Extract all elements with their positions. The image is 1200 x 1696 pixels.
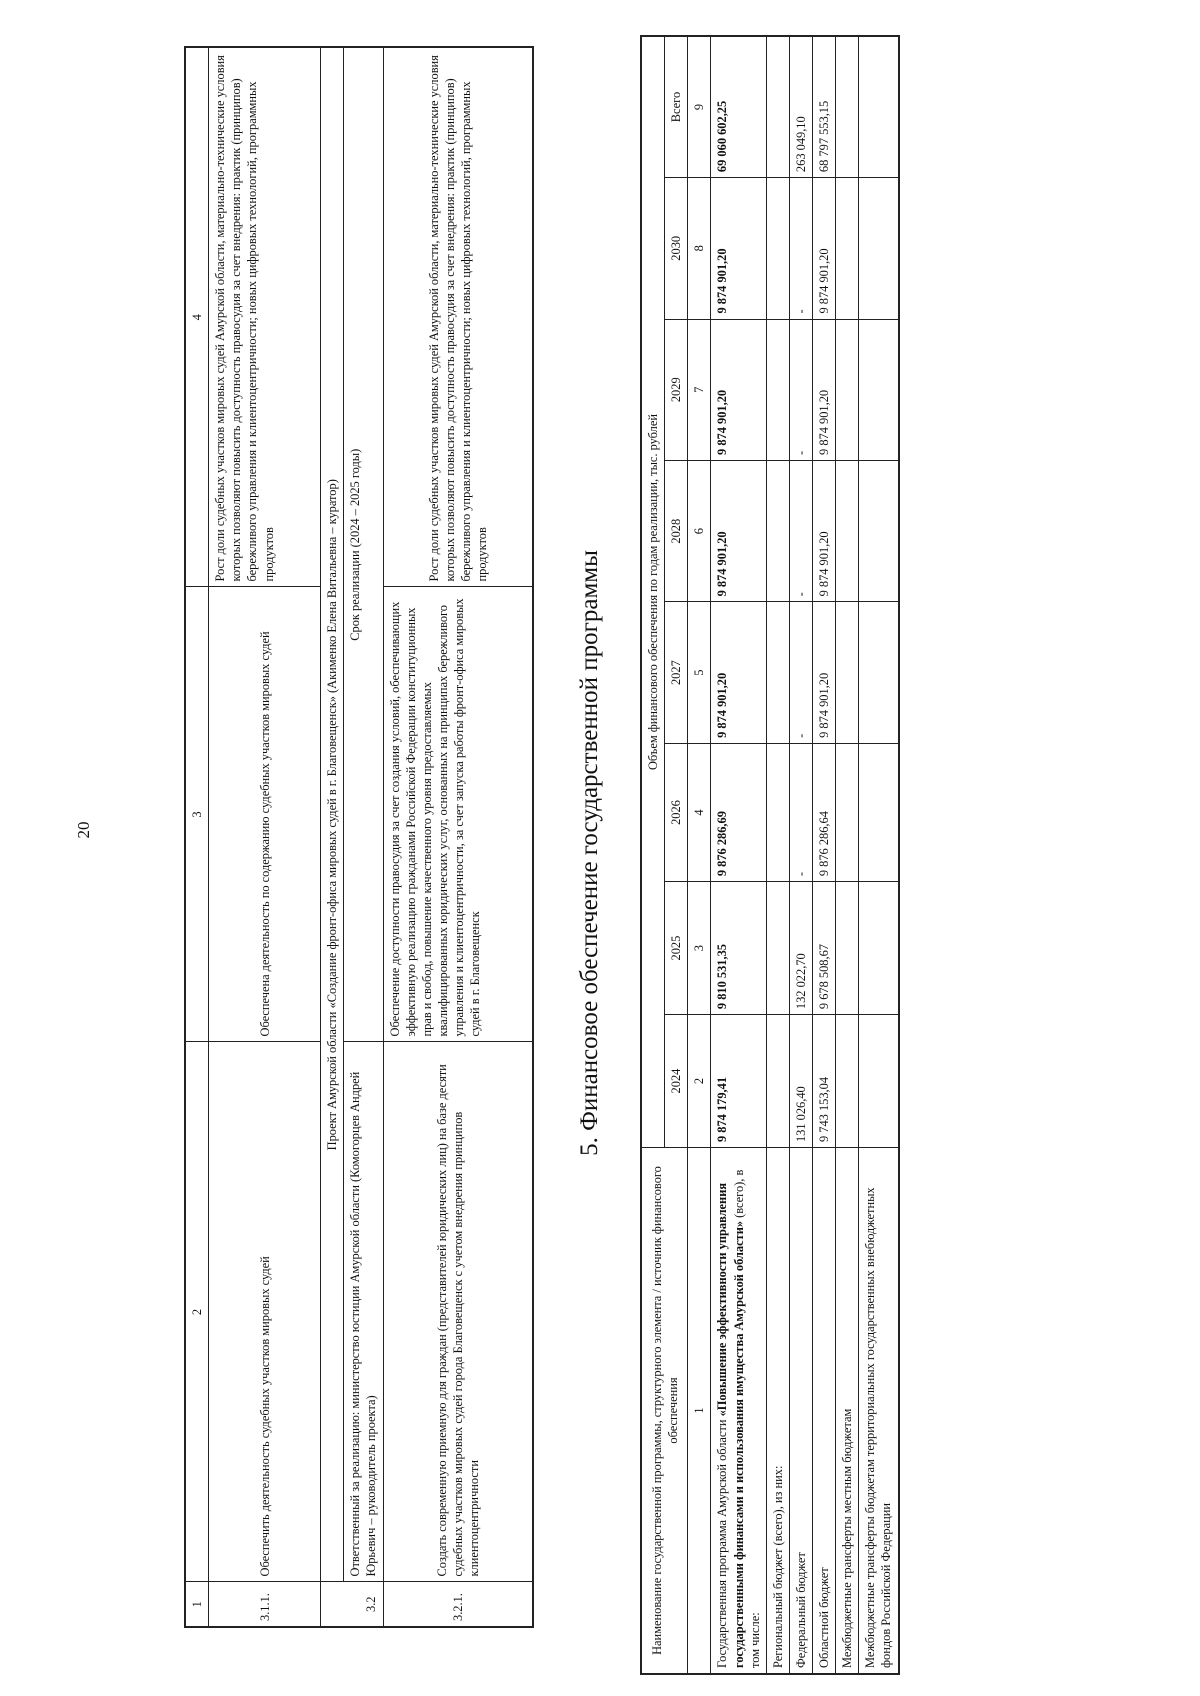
value-cell xyxy=(836,602,859,743)
effect-cell: Рост доли судебных участков мировых судей Амурской области, материально-технические условия которых позволяют повысить доступность правосудия за счет внедрения: практик (принципов) бережливого управления и клиентоцентричности; новых цифровых технологий, программных продуктов xyxy=(383,47,533,587)
column-number: 3 xyxy=(688,882,711,1015)
value-cell: 9 876 286,69 xyxy=(711,743,766,881)
project-meta-row xyxy=(344,47,383,1627)
column-number: 1 xyxy=(688,1148,711,1674)
row-label: Региональный бюджет (всего), из них: xyxy=(766,1148,789,1674)
value-cell xyxy=(766,319,789,460)
value-cell: 9 874 901,20 xyxy=(813,319,836,460)
value-cell xyxy=(766,1015,789,1148)
total-cell: 68 797 553,15 xyxy=(813,36,836,178)
table-row xyxy=(836,36,859,1674)
value-cell xyxy=(766,602,789,743)
year-header: 2026 xyxy=(665,743,688,881)
row-label: Межбюджетные трансферты местным бюджетам xyxy=(836,1148,859,1674)
value-cell: - xyxy=(789,602,812,743)
value-cell: 9 743 153,04 xyxy=(813,1015,836,1148)
row-number: 3.2.1. xyxy=(383,1582,533,1627)
result-cell: Обеспечение доступности правосудия за счет создания условий, обеспечивающих эффективную реализацию гражданами Российской Федерации конституционных прав и свобод, повышение качественного уровня предоставляемых квалифицированных юридических услуг, основанных на принципах бережливого управления и клиентоцентричности, за счет запуска работы фронт-офиса мировых судей в г. Благовещенск xyxy=(383,587,533,1042)
header-cell: 3 xyxy=(185,587,209,1042)
value-cell: 9 874 901,20 xyxy=(711,178,766,319)
year-header: 2028 xyxy=(665,460,688,601)
period-cell: Срок реализации (2024 – 2025 годы) xyxy=(344,47,383,1042)
finance-table xyxy=(640,35,900,1675)
finance-table-wrapper xyxy=(640,35,900,1675)
task-cell: Создать современную приемную для граждан (представителей юридических лиц) на базе десяти судебных участков мировых судей города Благовещенск с учетом внедрения принципов клиентоцентричности xyxy=(383,1042,533,1582)
total-header: Всего xyxy=(665,36,688,178)
value-cell xyxy=(836,319,859,460)
total-cell: 69 060 602,25 xyxy=(711,36,766,178)
value-cell: 9 876 286,64 xyxy=(813,743,836,881)
row-number: 3.1.1. xyxy=(209,1582,321,1627)
value-cell: - xyxy=(789,178,812,319)
value-cell xyxy=(859,602,899,743)
table-header-row xyxy=(185,47,209,1627)
year-header: 2030 xyxy=(665,178,688,319)
value-cell: 131 026,40 xyxy=(789,1015,812,1148)
year-header: 2029 xyxy=(665,319,688,460)
column-number: 7 xyxy=(688,319,711,460)
row-label: Федеральный бюджет xyxy=(789,1148,812,1674)
header-cell: 1 xyxy=(185,1582,209,1627)
value-cell: 9 874 901,20 xyxy=(711,319,766,460)
column-number-row xyxy=(688,36,711,1674)
volume-group-header: Объем финансового обеспечения по годам реализации, тыс. рублей xyxy=(641,36,665,1148)
value-cell xyxy=(766,178,789,319)
program-name: «Повышение эффективности управления государственными финансами и использования имущества Амурской области» xyxy=(715,1182,746,1668)
column-number: 2 xyxy=(688,1015,711,1148)
value-cell xyxy=(836,178,859,319)
value-cell xyxy=(859,743,899,881)
table-row xyxy=(766,36,789,1674)
value-cell: - xyxy=(789,460,812,601)
responsible-cell: Ответственный за реализацию: министерство юстиции Амурской области (Комогорцев Андрей Юрьевич – руководитель проекта) xyxy=(344,1042,383,1582)
result-cell: Обеспечена деятельность по содержанию судебных участков мировых судей xyxy=(209,587,321,1042)
value-cell xyxy=(859,882,899,1015)
column-number: 9 xyxy=(688,36,711,178)
implementation-table xyxy=(184,46,534,1628)
page-number: 20 xyxy=(74,821,93,839)
column-number: 5 xyxy=(688,602,711,743)
project-title: Проект Амурской области «Создание фронт-офиса мировых судей в г. Благовещенск» (Акименко Елена Витальевна – куратор) xyxy=(321,47,344,1582)
year-header: 2027 xyxy=(665,602,688,743)
value-cell: 9 874 901,20 xyxy=(711,460,766,601)
name-column-header: Наименование государственной программы, структурного элемента / источник финансового обеспечения xyxy=(641,1148,688,1674)
column-number: 6 xyxy=(688,460,711,601)
total-cell: 263 049,10 xyxy=(789,36,812,178)
total-cell xyxy=(836,36,859,178)
total-cell xyxy=(766,36,789,178)
column-number: 8 xyxy=(688,178,711,319)
header-cell: 4 xyxy=(185,47,209,587)
value-cell xyxy=(859,319,899,460)
value-cell: 9 810 531,35 xyxy=(711,882,766,1015)
value-cell xyxy=(836,743,859,881)
row-number: 3.2 xyxy=(321,1582,383,1627)
value-cell xyxy=(836,1015,859,1148)
value-cell: 9 874 179,41 xyxy=(711,1015,766,1148)
value-cell: 9 874 901,20 xyxy=(813,460,836,601)
value-cell: 9 678 508,67 xyxy=(813,882,836,1015)
effect-cell: Рост доли судебных участков мировых судей Амурской области, материально-технические условия которых позволяют повысить доступность правосудия за счет внедрения: практик (принципов) бережливого управления и клиентоцентричности; новых цифровых технологий, программных продуктов xyxy=(209,47,321,587)
row-label: Межбюджетные трансферты бюджетам территориальных государственных внебюджетных фондов Российской Федерации xyxy=(859,1148,899,1674)
task-cell: Обеспечить деятельность судебных участков мировых судей xyxy=(209,1042,321,1582)
table-row xyxy=(859,36,899,1674)
value-cell xyxy=(766,743,789,881)
value-cell: 132 022,70 xyxy=(789,882,812,1015)
value-cell xyxy=(836,882,859,1015)
section-title: 5. Финансовое обеспечение государственной программы xyxy=(576,550,603,1156)
year-header: 2024 xyxy=(665,1015,688,1148)
value-cell xyxy=(859,1015,899,1148)
header-cell: 2 xyxy=(185,1042,209,1582)
value-cell xyxy=(766,460,789,601)
value-cell: 9 874 901,20 xyxy=(711,602,766,743)
value-cell: 9 874 901,20 xyxy=(813,178,836,319)
finance-group-header-row xyxy=(641,36,665,1674)
value-cell: 9 874 901,20 xyxy=(813,602,836,743)
table-row-3-1-1 xyxy=(209,47,321,1627)
table-row xyxy=(789,36,812,1674)
value-cell xyxy=(766,882,789,1015)
row-label-part: Государственная программа Амурской области xyxy=(715,1416,730,1668)
value-cell xyxy=(859,460,899,601)
value-cell xyxy=(859,178,899,319)
value-cell: - xyxy=(789,743,812,881)
table-row xyxy=(813,36,836,1674)
implementation-table-wrapper xyxy=(184,48,534,1628)
program-total-row xyxy=(711,36,766,1674)
value-cell xyxy=(836,460,859,601)
row-label-part: (всего), в том числе: xyxy=(731,1169,762,1668)
total-cell xyxy=(859,36,899,178)
year-header: 2025 xyxy=(665,882,688,1015)
row-label: Областной бюджет xyxy=(813,1148,836,1674)
row-label xyxy=(711,1148,766,1674)
column-number: 4 xyxy=(688,743,711,881)
table-row-3-2-1 xyxy=(383,47,533,1627)
project-title-row xyxy=(321,47,344,1627)
value-cell: - xyxy=(789,319,812,460)
